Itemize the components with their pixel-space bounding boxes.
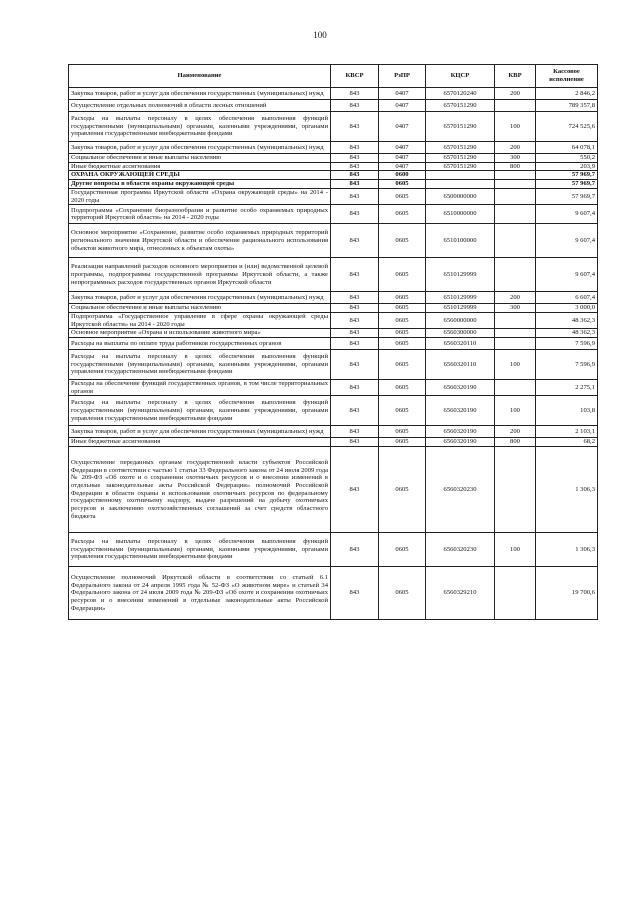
cell-sum: 2 103,1 [536,426,598,438]
cell-sum: 203,9 [536,162,598,171]
cell-rzpr: 0605 [379,258,426,292]
cell-name: Подпрограмма «Государственное управление в сфере охраны окружающей среды Иркутской области» на 2014 - 2020 годы [69,312,331,328]
cell-rzpr: 0605 [379,426,426,438]
cell-rzpr: 0407 [379,142,426,154]
cell-kvsr: 843 [331,188,379,204]
cell-kcsr: 6510129999 [426,258,495,292]
cell-name: Другие вопросы в области охраны окружающей среды [69,180,331,189]
cell-kvsr: 843 [331,292,379,304]
header-rzpr: РзПР [379,65,426,88]
cell-kvr: 300 [495,304,536,313]
cell-kcsr: 6560320190 [426,380,495,396]
cell-name: Основное мероприятие «Сохранение, развитие особо охраняемых природных территорий регионального значения Иркутской области и обеспечение рационального использования объектов животного мира, отнесенных к объектам охоты» [69,224,331,258]
cell-kvr [495,180,536,189]
cell-name: Основное мероприятие «Охрана и использование животного мира» [69,329,331,338]
cell-rzpr: 0605 [379,329,426,338]
cell-name: Расходы на выплаты персоналу в целях обеспечения выполнения функций государственными (муниципальными) органами, казенными учреждениями, органами управления государственными внебюджетными фондами [69,112,331,142]
cell-kcsr: 6560329210 [426,567,495,620]
table-row [69,426,598,438]
cell-kcsr: 6510129999 [426,292,495,304]
cell-rzpr: 0605 [379,304,426,313]
cell-rzpr: 0605 [379,533,426,567]
table-row [69,312,598,328]
cell-kvr: 100 [495,112,536,142]
cell-kcsr: 6560300000 [426,329,495,338]
cell-sum: 48 362,3 [536,329,598,338]
table-row [69,171,598,180]
cell-sum: 57 969,7 [536,180,598,189]
cell-kvr: 100 [495,396,536,426]
cell-kvr [495,188,536,204]
cell-name: Закупка товаров, работ и услуг для обеспечения государственных (муниципальных) нужд [69,142,331,154]
cell-name: Осуществление полномочий Иркутской области в соответствии со статьей 6.1 Федерального закона от 24 апреля 1995 года № 52-ФЗ «О животном мире» и статьей 34 Федерального закона от 24 июля 2009 года № 209-ФЗ «Об охоте и сохранении охотничьих ресурсов и о внесении изменений в отдельные законодательные акты Российской Федерации» [69,567,331,620]
page-number: 100 [313,30,327,40]
cell-kcsr: 6560320110 [426,338,495,350]
cell-sum: 48 362,3 [536,312,598,328]
table-row [69,350,598,380]
cell-name: ОХРАНА ОКРУЖАЮЩЕЙ СРЕДЫ [69,171,331,180]
cell-name: Осуществление отдельных полномочий в области лесных отношений [69,100,331,112]
cell-kvr [495,380,536,396]
table-row [69,396,598,426]
cell-sum: 550,2 [536,154,598,163]
cell-kcsr: 6560000000 [426,312,495,328]
cell-kvsr: 843 [331,171,379,180]
cell-kvr [495,258,536,292]
cell-sum: 9 607,4 [536,224,598,258]
cell-kvsr: 843 [331,304,379,313]
cell-kvsr: 843 [331,258,379,292]
table-row [69,180,598,189]
cell-kvr [495,329,536,338]
header-name: Наименование [69,65,331,88]
cell-sum: 7 596,9 [536,350,598,380]
cell-rzpr: 0605 [379,312,426,328]
cell-kcsr: 6560320230 [426,447,495,533]
cell-rzpr: 0605 [379,447,426,533]
table-row [69,329,598,338]
cell-kvsr: 843 [331,338,379,350]
table-row [69,338,598,350]
cell-sum: 57 969,7 [536,188,598,204]
cell-kvr: 300 [495,154,536,163]
cell-kvr: 800 [495,438,536,447]
cell-kvsr: 843 [331,154,379,163]
cell-kcsr: 6560320190 [426,426,495,438]
cell-kvsr: 843 [331,396,379,426]
table-row [69,258,598,292]
cell-name: Социальное обеспечение и иные выплаты населению [69,154,331,163]
cell-kvsr: 843 [331,162,379,171]
table-row [69,188,598,204]
cell-rzpr: 0605 [379,380,426,396]
table-body [69,88,598,620]
cell-kvsr: 843 [331,380,379,396]
cell-kvsr: 843 [331,447,379,533]
cell-kcsr: 6570151290 [426,154,495,163]
cell-kvsr: 843 [331,112,379,142]
cell-kvr: 100 [495,350,536,380]
cell-rzpr: 0407 [379,88,426,100]
cell-kvr [495,338,536,350]
table-row [69,224,598,258]
cell-sum: 19 700,6 [536,567,598,620]
cell-kvsr: 843 [331,224,379,258]
cell-rzpr: 0605 [379,292,426,304]
cell-kvsr: 843 [331,88,379,100]
cell-kvr [495,312,536,328]
cell-name: Реализация направлений расходов основного мероприятия и (или) ведомственной целевой программы, подпрограммы государственной программы Иркутской области, а также непрограммных расходов государственных органов Иркутской области [69,258,331,292]
table-row [69,205,598,224]
cell-kvr [495,567,536,620]
cell-name: Расходы на выплаты по оплате труда работников государственных органов [69,338,331,350]
cell-kcsr [426,180,495,189]
cell-rzpr: 0407 [379,100,426,112]
cell-name: Социальное обеспечение и иные выплаты населению [69,304,331,313]
cell-name: Государственная программа Иркутской области «Охрана окружающей среды» на 2014 - 2020 годы [69,188,331,204]
cell-rzpr: 0605 [379,188,426,204]
cell-rzpr: 0605 [379,205,426,224]
cell-kvr [495,100,536,112]
header-kvr: КВР [495,65,536,88]
cell-name: Расходы на выплаты персоналу в целях обеспечения выполнения функций государственными (муниципальными) органами, казенными учреждениями, органами управления государственными внебюджетными фондами [69,350,331,380]
cell-sum: 64 078,1 [536,142,598,154]
cell-sum: 57 969,7 [536,171,598,180]
cell-kcsr: 6570151290 [426,112,495,142]
table-row [69,112,598,142]
table-row [69,380,598,396]
table-row [69,142,598,154]
cell-name: Расходы на обеспечение функций государственных органов, в том числе территориальных органов [69,380,331,396]
cell-kcsr: 6560320190 [426,438,495,447]
cell-kcsr [426,171,495,180]
cell-name: Подпрограмма «Сохранение биоразнообразия и развитие особо охраняемых природных территорий Иркутской области» на 2014 - 2020 годы [69,205,331,224]
cell-name: Расходы на выплаты персоналу в целях обеспечения выполнения функций государственными (муниципальными) органами, казенными учреждениями, органами управления государственными внебюджетными фондами [69,396,331,426]
cell-name: Закупка товаров, работ и услуг для обеспечения государственных (муниципальных) нужд [69,426,331,438]
table-row [69,292,598,304]
cell-rzpr: 0407 [379,162,426,171]
cell-kvr: 200 [495,88,536,100]
cell-sum: 789 357,8 [536,100,598,112]
cell-name: Осуществление переданных органам государственной власти субъектов Российской Федерации в соответствии с частью 1 статьи 33 Федерального закона от 24 июля 2009 года № 209-ФЗ «Об охоте и о сохранении охотничьих ресурсов и о внесении изменений в отдельные законодательные акты Российской Федерации» полномочий Российской Федерации в области охраны и использования охотничьих ресурсов по федеральному государственному охотничьему надзору, выдаче разрешений на добычу охотничьих ресурсов и заключению охотхозяйственных соглашений за счет средств областного бюджета [69,447,331,533]
table-row [69,100,598,112]
cell-kvsr: 843 [331,533,379,567]
cell-kvr: 200 [495,292,536,304]
cell-kvsr: 843 [331,329,379,338]
cell-name: Иные бюджетные ассигнования [69,162,331,171]
cell-kvr [495,447,536,533]
table-row [69,438,598,447]
cell-rzpr: 0407 [379,112,426,142]
cell-kvsr: 843 [331,426,379,438]
cell-kvr: 800 [495,162,536,171]
cell-rzpr: 0605 [379,224,426,258]
budget-table [68,64,598,620]
cell-kvr: 100 [495,533,536,567]
cell-sum: 3 000,0 [536,304,598,313]
cell-rzpr: 0407 [379,154,426,163]
cell-rzpr: 0600 [379,171,426,180]
cell-kcsr: 6510100000 [426,224,495,258]
cell-name: Закупка товаров, работ и услуг для обеспечения государственных (муниципальных) нужд [69,292,331,304]
header-kcsr: КЦСР [426,65,495,88]
cell-kvr: 200 [495,426,536,438]
cell-kvsr: 843 [331,205,379,224]
cell-kcsr: 6510000000 [426,205,495,224]
cell-kvr [495,224,536,258]
cell-rzpr: 0605 [379,396,426,426]
cell-sum: 6 607,4 [536,292,598,304]
cell-sum: 9 607,4 [536,205,598,224]
cell-kcsr: 6560320230 [426,533,495,567]
table-row [69,162,598,171]
table-row [69,447,598,533]
cell-name: Расходы на выплаты персоналу в целях обеспечения выполнения функций государственными (муниципальными) органами, казенными учреждениями, органами управления государственными внебюджетными фондами [69,533,331,567]
cell-sum: 1 306,3 [536,533,598,567]
cell-sum: 724 525,6 [536,112,598,142]
header-sum: Кассовое исполнение [536,65,598,88]
cell-kvsr: 843 [331,567,379,620]
cell-kvsr: 843 [331,312,379,328]
cell-kvr: 200 [495,142,536,154]
cell-sum: 2 846,2 [536,88,598,100]
cell-kcsr: 6570151290 [426,162,495,171]
cell-kvr [495,171,536,180]
cell-kcsr: 6560320190 [426,396,495,426]
cell-kvsr: 843 [331,100,379,112]
cell-rzpr: 0605 [379,338,426,350]
table-row [69,88,598,100]
cell-rzpr: 0605 [379,438,426,447]
table-header-row [69,65,598,88]
table-row [69,533,598,567]
cell-kvsr: 843 [331,180,379,189]
cell-kcsr: 6510129999 [426,304,495,313]
cell-name: Закупка товаров, работ и услуг для обеспечения государственных (муниципальных) нужд [69,88,331,100]
cell-kcsr: 6560320110 [426,350,495,380]
cell-kcsr: 6570151290 [426,142,495,154]
table-row [69,567,598,620]
cell-sum: 2 275,1 [536,380,598,396]
table-row [69,304,598,313]
header-kvsr: КВСР [331,65,379,88]
cell-rzpr: 0605 [379,350,426,380]
cell-sum: 103,8 [536,396,598,426]
cell-kcsr: 6500000000 [426,188,495,204]
cell-kcsr: 6570151290 [426,100,495,112]
cell-kvr [495,205,536,224]
cell-sum: 7 596,9 [536,338,598,350]
cell-sum: 68,2 [536,438,598,447]
cell-kcsr: 6570120240 [426,88,495,100]
cell-kvsr: 843 [331,142,379,154]
cell-name: Иные бюджетные ассигнования [69,438,331,447]
cell-sum: 1 306,3 [536,447,598,533]
cell-rzpr: 0605 [379,180,426,189]
cell-kvsr: 843 [331,438,379,447]
cell-rzpr: 0605 [379,567,426,620]
table-row [69,154,598,163]
cell-sum: 9 607,4 [536,258,598,292]
cell-kvsr: 843 [331,350,379,380]
